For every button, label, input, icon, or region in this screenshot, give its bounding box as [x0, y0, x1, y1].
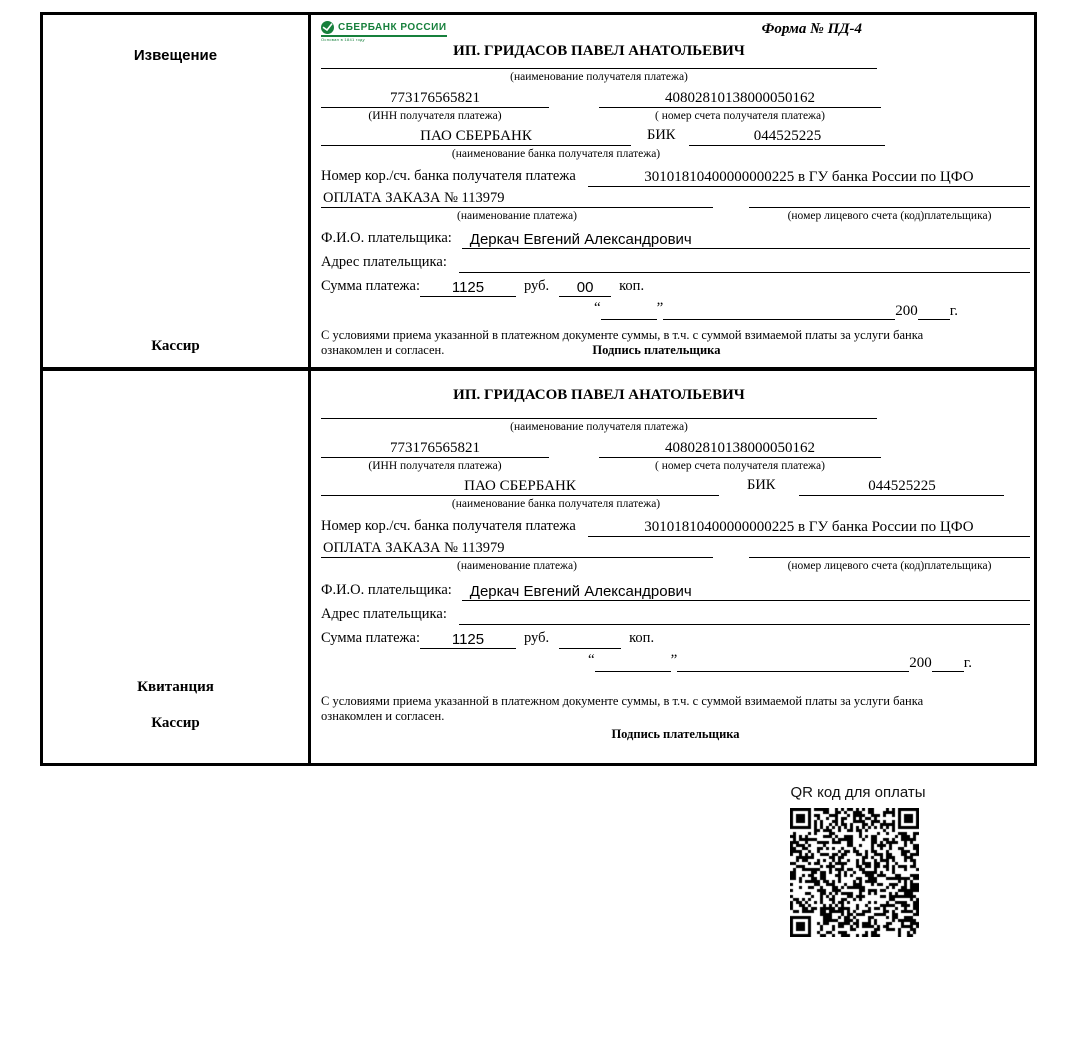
qr-code [790, 808, 919, 937]
inn-account-captions [321, 459, 1030, 474]
address-label: Адрес плательщика: [321, 606, 447, 622]
sum-kop-value: 00 [559, 279, 611, 297]
inn-account-row [321, 440, 1030, 458]
date-row [321, 300, 1030, 320]
qr-block [778, 784, 938, 937]
cashier-label: Кассир [151, 338, 200, 354]
inn-account-row [321, 90, 1030, 108]
inn-caption: (ИНН получателя платежа) [368, 460, 502, 472]
corr-value: 30101810400000000225 в ГУ банка России по ЦФО [588, 519, 1030, 537]
payer-name-row [321, 230, 1030, 249]
notice-section [43, 15, 1034, 367]
payment-name: ОПЛАТА ЗАКАЗА № 113979 [321, 540, 713, 558]
corr-label: Номер кор./сч. банка получателя платежа [321, 518, 576, 534]
agreement-line2: ознакомлен и согласен. [321, 709, 445, 723]
sberbank-logo-text: СБЕРБАНК РОССИИ [338, 22, 447, 33]
payer-code-caption: (номер лицевого счета (код)плательщика) [787, 560, 992, 572]
year-suffix: г. [963, 655, 972, 671]
bank-caption: (наименование банка получателя платежа) [451, 148, 661, 160]
kop-label: коп. [619, 278, 645, 294]
bank-row [321, 127, 1030, 146]
corr-account-row [321, 168, 1030, 187]
inn-account-captions [321, 109, 1030, 124]
agreement-line2-row [321, 343, 1030, 358]
notice-label: Извещение [133, 47, 218, 64]
open-quote: “ [587, 652, 595, 668]
date-month-blank [677, 671, 909, 672]
payment-caption: (наименование платежа) [457, 560, 577, 572]
date-year-blank [918, 319, 950, 320]
address-blank [459, 606, 1030, 625]
sberbank-logo-icon [321, 21, 334, 34]
agreement-line1: С условиями приема указанной в платежном документе суммы, в т.ч. с суммой взимаемой платы за услуги банка [321, 694, 924, 708]
payment-captions [321, 558, 1030, 574]
inn-caption: (ИНН получателя платежа) [368, 110, 502, 122]
rub-label: руб. [524, 630, 550, 646]
notice-left-column [43, 15, 311, 367]
receipt-body [311, 371, 1034, 763]
signature-label: Подпись плательщика [592, 343, 721, 357]
payment-captions [321, 208, 1030, 224]
payer-code-caption: (номер лицевого счета (код)плательщика) [787, 210, 992, 222]
receipt-label: Квитанция [137, 679, 214, 695]
corr-label: Номер кор./сч. банка получателя платежа [321, 168, 576, 184]
form-outer-box [40, 12, 1037, 766]
payer-name-row [321, 582, 1030, 601]
form-number: Форма № ПД-4 [761, 21, 862, 37]
inn-value: 773176565821 [321, 90, 549, 108]
payee-caption: (наименование получателя платежа) [510, 71, 688, 83]
bank-name: ПАО СБЕРБАНК [321, 478, 719, 496]
bank-caption: (наименование банка получателя платежа) [451, 498, 661, 510]
sberbank-logo-tagline: Основан в 1841 году [321, 37, 365, 42]
inn-value: 773176565821 [321, 440, 549, 458]
signature-label: Подпись плательщика [611, 727, 740, 741]
account-caption: ( номер счета получателя платежа) [655, 460, 825, 472]
payer-label: Ф.И.О. плательщика: [321, 230, 452, 246]
payer-address-row [321, 606, 1030, 625]
sum-row [321, 630, 1030, 649]
payer-label: Ф.И.О. плательщика: [321, 582, 452, 598]
corr-account-row [321, 518, 1030, 537]
corr-value: 30101810400000000225 в ГУ банка России по ЦФО [588, 169, 1030, 187]
bik-label: БИК [747, 477, 776, 493]
bank-name: ПАО СБЕРБАНК [321, 128, 631, 146]
sum-rub-value: 1125 [420, 631, 516, 649]
sum-label: Сумма платежа: [321, 278, 420, 294]
cashier-label: Кассир [151, 715, 200, 731]
agreement-line2-row [321, 709, 1030, 724]
sum-rub-value: 1125 [420, 279, 516, 297]
year-suffix: г. [949, 303, 958, 319]
bik-label: БИК [647, 127, 676, 143]
account-value: 40802810138000050162 [599, 90, 881, 108]
bik-value: 044525225 [689, 128, 885, 146]
payer-code-blank [749, 539, 1030, 558]
agreement-line2: ознакомлен и согласен. [321, 343, 445, 357]
date-row [321, 652, 1030, 672]
account-caption: ( номер счета получателя платежа) [655, 110, 825, 122]
payee-caption: (наименование получателя платежа) [510, 421, 688, 433]
close-quote: ” [670, 652, 678, 668]
payment-name-row [321, 539, 1030, 558]
open-quote: “ [593, 300, 601, 316]
year-prefix: 200 [909, 655, 932, 671]
address-blank [459, 254, 1030, 273]
payer-name: Деркач Евгений Александрович [462, 583, 1030, 601]
receipt-left-column [43, 371, 311, 763]
rub-label: руб. [524, 278, 550, 294]
qr-label: QR код для оплаты [790, 784, 926, 801]
agreement-line1: С условиями приема указанной в платежном документе суммы, в т.ч. с суммой взимаемой платы за услуги банка [321, 328, 924, 342]
payee-name: ИП. ГРИДАСОВ ПАВЕЛ АНАТОЛЬЕВИЧ [321, 43, 877, 69]
date-day-blank [601, 319, 657, 320]
payment-caption: (наименование платежа) [457, 210, 577, 222]
year-prefix: 200 [895, 303, 918, 319]
date-year-blank [932, 671, 964, 672]
receipt-section [43, 367, 1034, 763]
sum-label: Сумма платежа: [321, 630, 420, 646]
sum-kop-blank [559, 648, 621, 649]
payer-name: Деркач Евгений Александрович [462, 231, 1030, 249]
kop-label: коп. [629, 630, 655, 646]
payment-name: ОПЛАТА ЗАКАЗА № 113979 [321, 190, 713, 208]
payee-name: ИП. ГРИДАСОВ ПАВЕЛ АНАТОЛЬЕВИЧ [321, 387, 877, 419]
payer-code-blank [749, 189, 1030, 208]
bik-value: 044525225 [799, 478, 1004, 496]
notice-body [311, 15, 1034, 367]
account-value: 40802810138000050162 [599, 440, 881, 458]
date-day-blank [595, 671, 671, 672]
bank-row [321, 477, 1030, 496]
sum-row [321, 278, 1030, 297]
close-quote: ” [656, 300, 664, 316]
date-month-blank [663, 319, 895, 320]
payment-name-row [321, 189, 1030, 208]
payer-address-row [321, 254, 1030, 273]
address-label: Адрес плательщика: [321, 254, 447, 270]
sberbank-logo [321, 21, 447, 42]
